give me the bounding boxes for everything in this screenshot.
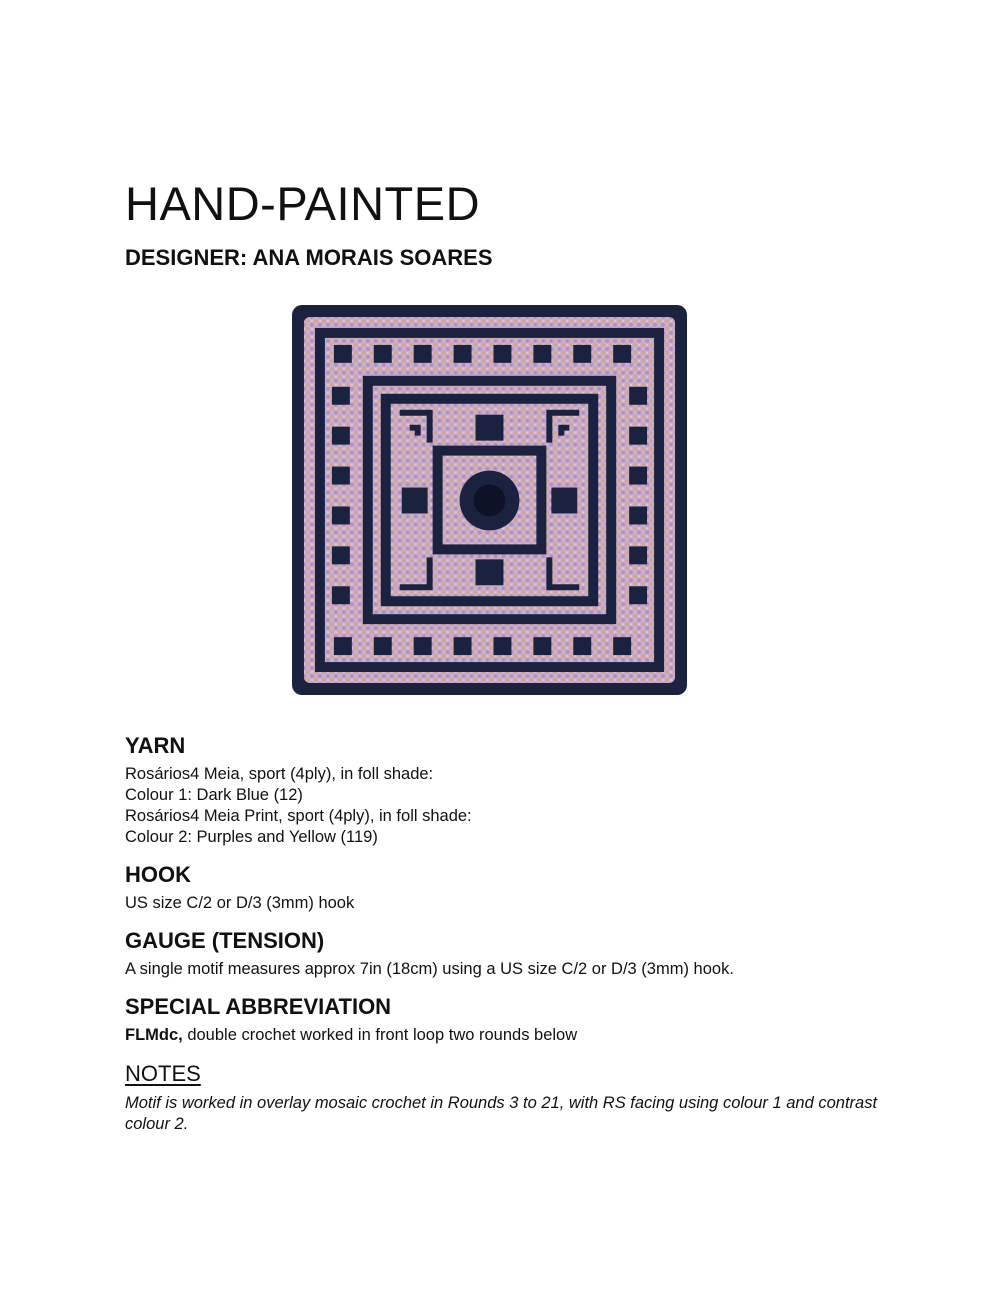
gauge-heading: GAUGE (TENSION)	[125, 928, 325, 953]
yarn-line: Rosários4 Meia, sport (4ply), in foll shade:	[125, 765, 434, 783]
hook-heading: HOOK	[125, 862, 191, 887]
special-abbreviation-heading: SPECIAL ABBREVIATION	[125, 994, 392, 1019]
notes-heading: NOTES	[125, 1061, 201, 1086]
hook-text: US size C/2 or D/3 (3mm) hook	[125, 894, 355, 912]
page-title: HAND-PAINTED	[125, 177, 481, 230]
notes-text: Motif is worked in overlay mosaic crochet in Rounds 3 to 21, with RS facing using colour 1 and contrast colour 2.	[125, 1094, 878, 1133]
yarn-line: Rosários4 Meia Print, sport (4ply), in foll shade:	[125, 807, 472, 825]
crochet-motif-photo	[290, 303, 689, 697]
abbreviation-term: FLMdc,	[125, 1026, 183, 1044]
special-abbreviation-text	[125, 1025, 577, 1046]
designer-credit: DESIGNER: ANA MORAIS SOARES	[125, 245, 493, 270]
yarn-line: Colour 1: Dark Blue (12)	[125, 786, 303, 804]
yarn-heading: YARN	[125, 733, 186, 758]
yarn-details	[125, 764, 472, 848]
yarn-line: Colour 2: Purples and Yellow (119)	[125, 828, 378, 846]
abbreviation-definition: double crochet worked in front loop two rounds below	[182, 1026, 578, 1044]
gauge-text: A single motif measures approx 7in (18cm) using a US size C/2 or D/3 (3mm) hook.	[125, 960, 734, 978]
